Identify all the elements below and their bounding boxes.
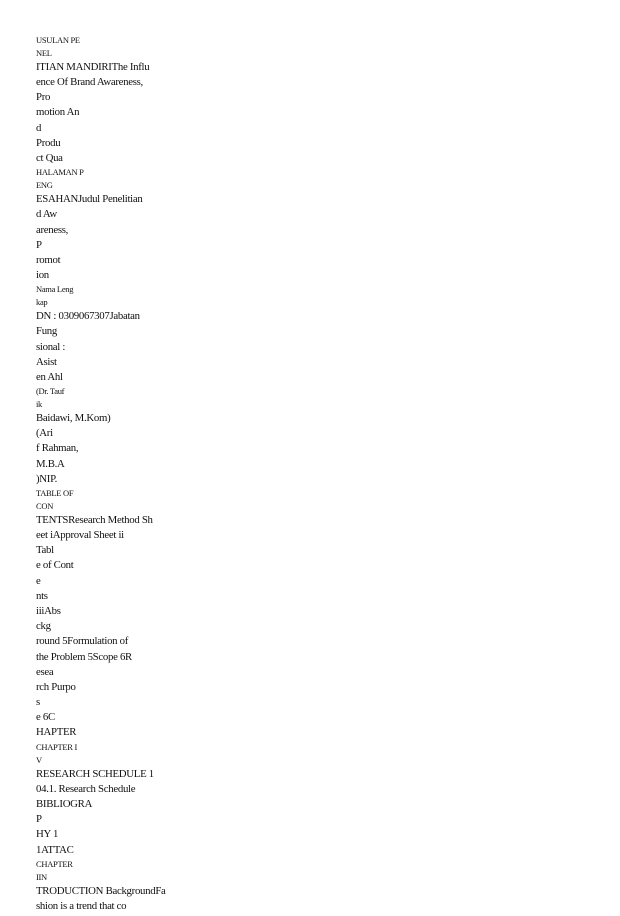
text-line: HY 1 (36, 828, 59, 841)
text-line: Pro (36, 91, 51, 104)
text-line: NEL (36, 47, 52, 58)
text-line: TRODUCTION BackgroundFa (36, 884, 166, 897)
text-line: 1ATTAC (36, 843, 74, 856)
text-line: P (36, 238, 42, 251)
text-line: ITIAN MANDIRIThe Influ (36, 60, 150, 73)
text-line: DN : 0309067307Jabatan (36, 310, 140, 323)
text-line: ESAHANJudul Penelitian (36, 193, 143, 206)
text-line: ckg (36, 620, 51, 633)
text-line: nts (36, 589, 48, 602)
text-lines (36, 36, 166, 916)
text-line: BIBLIOGRA (36, 797, 93, 810)
text-line: ik (36, 399, 43, 410)
text-line: TABLE OF (36, 487, 74, 498)
text-line: )NIP. (36, 472, 57, 485)
text-line: kap (36, 297, 48, 308)
text-line: d Aw (36, 208, 57, 221)
text-line: 04.1. Research Schedule (36, 782, 136, 795)
text-line: ENG (36, 180, 53, 191)
text-line: (Ari (36, 427, 53, 440)
text-line: motion An (36, 106, 80, 119)
text-line: ence Of Brand Awareness, (36, 76, 143, 89)
text-line: M.B.A (36, 457, 65, 470)
text-line: iiiAbs (36, 604, 61, 617)
text-line: esea (36, 665, 54, 678)
text-line: areness, (36, 223, 69, 236)
text-line: Baidawi, M.Kom) (36, 412, 111, 424)
text-line: Tabl (36, 544, 54, 557)
text-line: ion (36, 269, 49, 282)
text-line: en Ahl (36, 370, 63, 383)
text-line: Asist (36, 355, 57, 368)
text-line: (Dr. Tauf (36, 386, 65, 397)
text-line: f Rahman, (36, 442, 79, 455)
text-line: d (36, 121, 42, 134)
text-line: RESEARCH SCHEDULE 1 (36, 767, 154, 780)
text-line: P (36, 813, 42, 826)
text-line: shion is a trend that co (36, 899, 127, 912)
text-line: HAPTER (36, 726, 77, 739)
text-line: Fung (36, 325, 58, 338)
text-line: USULAN PE (36, 35, 80, 45)
text-line: rch Purpo (36, 680, 76, 693)
text-line: e (36, 574, 41, 587)
text-line: V (36, 754, 42, 765)
text-line: round 5Formulation of (36, 635, 129, 648)
text-line: Produ (36, 136, 61, 149)
text-line: romot (36, 253, 61, 266)
text-line: sional : (36, 340, 66, 353)
text-line: TENTSResearch Method Sh (36, 513, 153, 526)
text-line: Nama Leng (36, 284, 74, 295)
text-line: e 6C (36, 711, 55, 724)
text-line: eet iApproval Sheet ii (36, 529, 124, 542)
text-line: s (36, 696, 40, 709)
text-line: the Problem 5Scope 6R (36, 650, 132, 663)
text-line: CON (36, 500, 54, 511)
text-line: CHAPTER (36, 858, 73, 869)
text-line: e of Cont (36, 559, 74, 572)
text-line: CHAPTER I (36, 741, 77, 752)
text-line: IIN (36, 871, 47, 882)
text-line: ct Qua (36, 152, 63, 165)
text-line: HALAMAN P (36, 167, 84, 178)
